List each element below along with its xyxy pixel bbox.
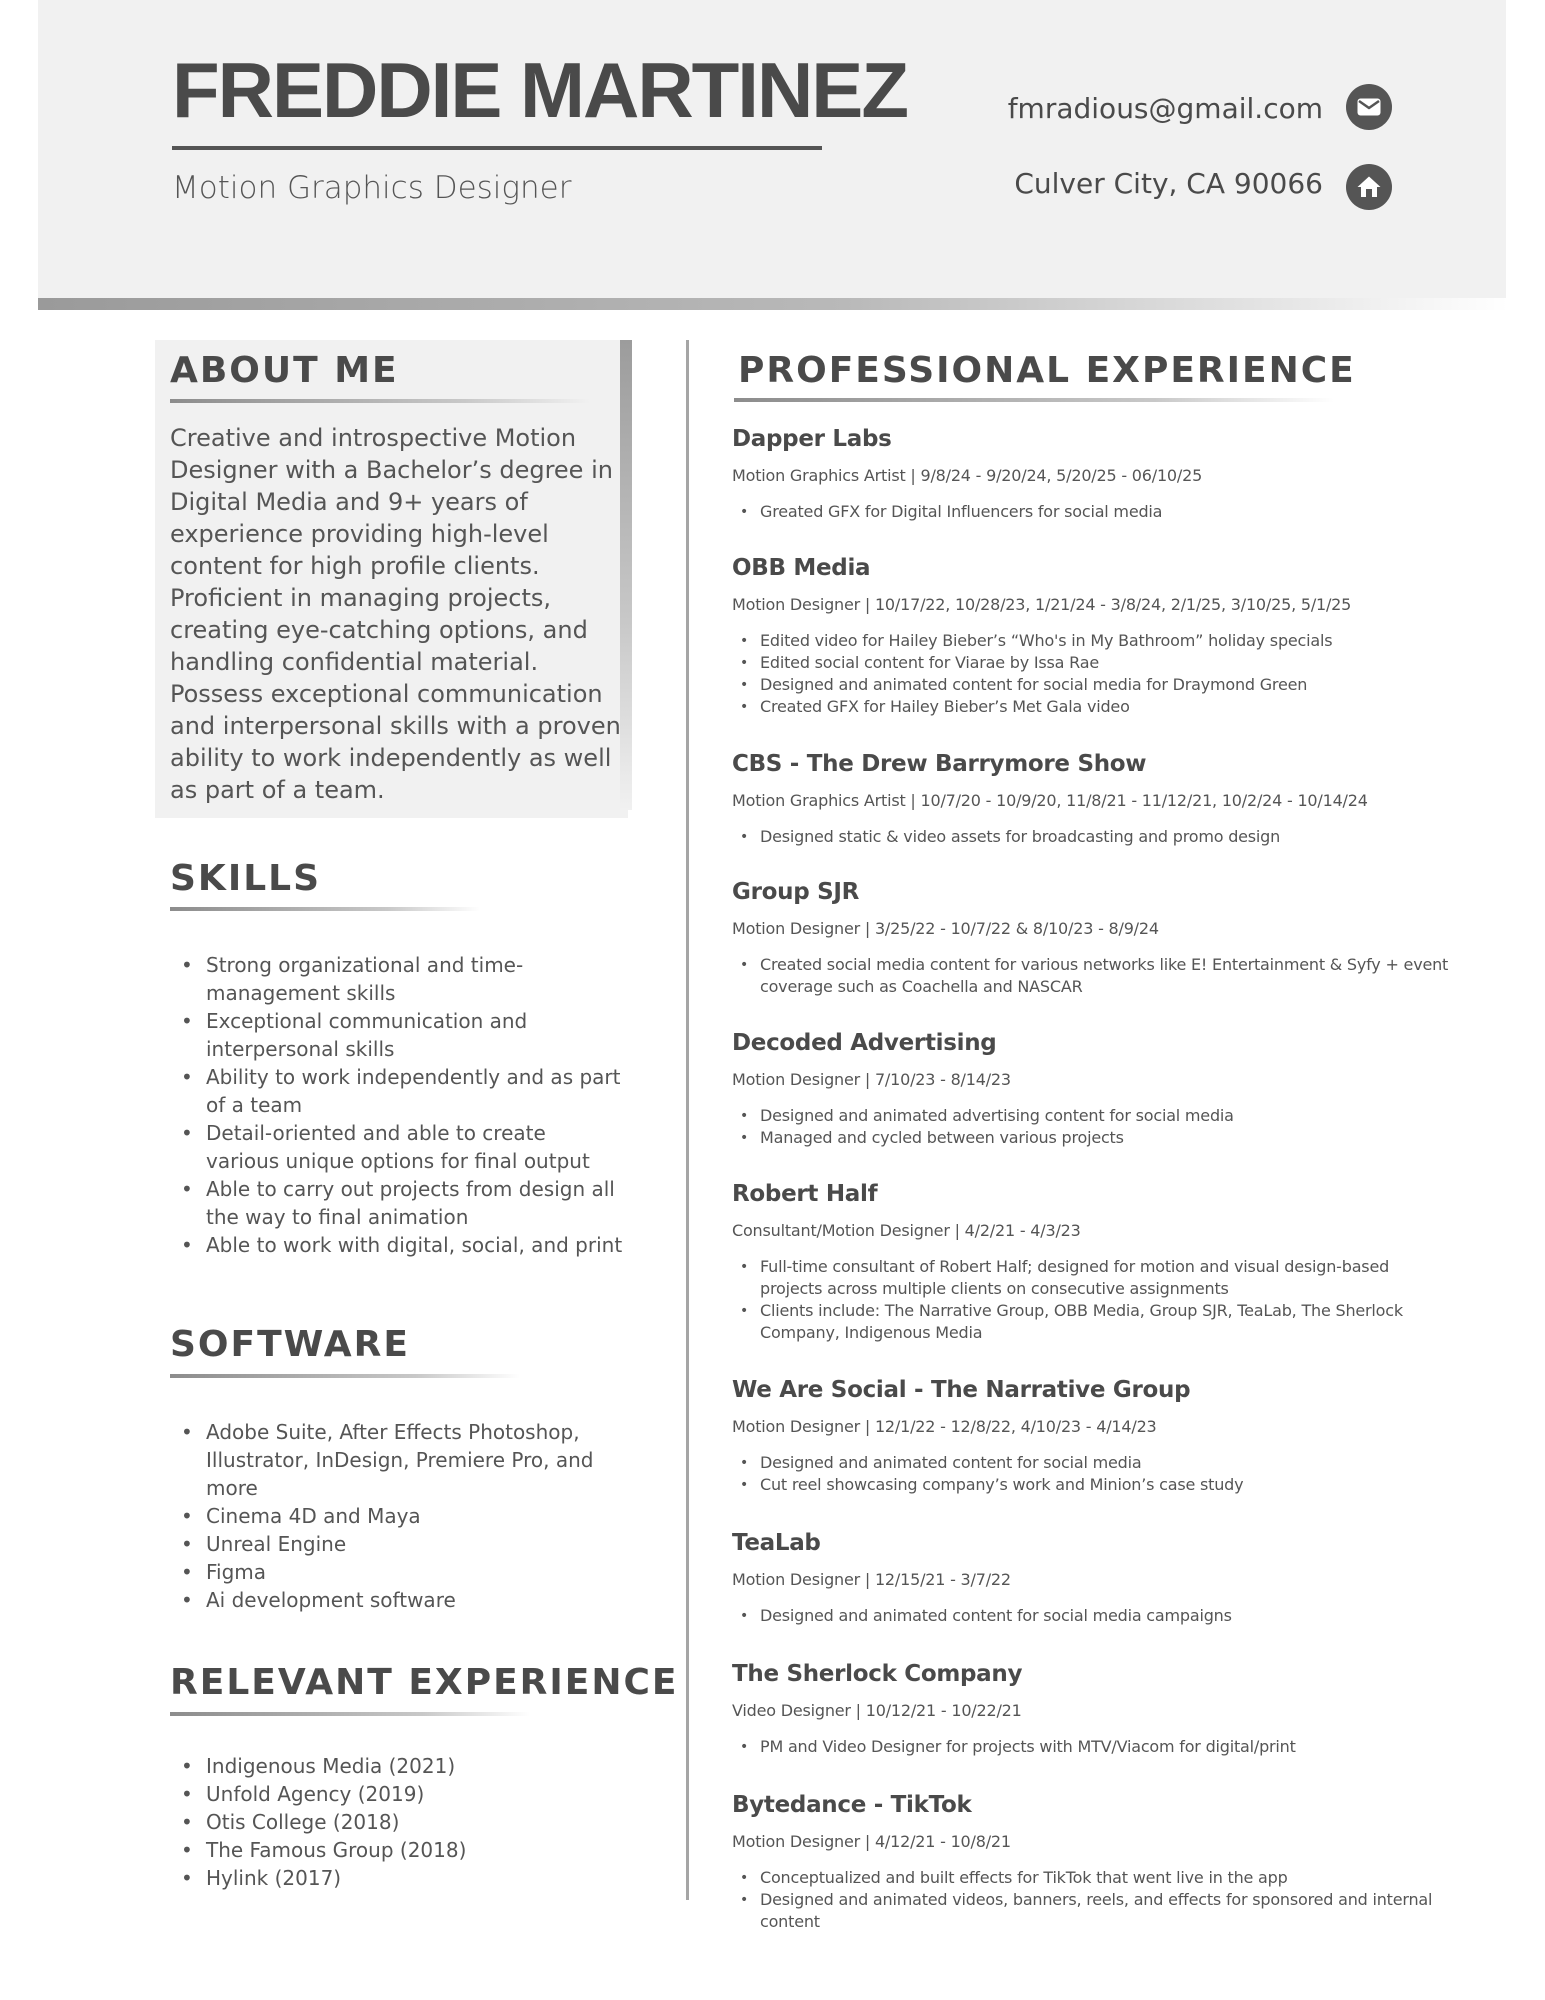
company-name: We Are Social - The Narrative Group xyxy=(732,1377,1191,1403)
job-entry xyxy=(732,751,1452,848)
about-paragraph: Creative and introspective Motion Designer with a Bachelor’s degree in Digital Media and 9+ years of experience providing high-level content for high profile clients. Proficient in managing projects, creating eye-catching options, and handling confidential material. xyxy=(170,424,613,676)
list-item: • Created GFX for Hailey Bieber’s Met Gala video xyxy=(732,696,1452,718)
company-name: Robert Half xyxy=(732,1181,878,1207)
job-bullets xyxy=(732,1105,1452,1149)
job-role-dates: Video Designer | 10/12/21 - 10/22/21 xyxy=(732,1701,1022,1720)
job-entry xyxy=(732,879,1452,998)
relevant-experience-heading: RELEVANT EXPERIENCE xyxy=(170,1662,679,1703)
list-item: • Strong organizational and time-management skills xyxy=(172,951,624,1007)
list-item: • Designed and animated advertising content for social media xyxy=(732,1105,1452,1127)
list-item: • The Famous Group (2018) xyxy=(172,1836,624,1864)
skills-list xyxy=(172,951,624,1259)
job-bullets xyxy=(732,1256,1452,1344)
relevant-experience-underline xyxy=(170,1712,530,1716)
skills-underline xyxy=(170,907,480,911)
job-title: Motion Graphics Designer xyxy=(172,170,572,206)
list-item: • Created social media content for various networks like E! Entertainment & Syfy + event coverage such as Coachella and NASCAR xyxy=(732,954,1452,998)
header-divider-bar xyxy=(38,298,1508,310)
list-item: • Unreal Engine xyxy=(172,1530,624,1558)
list-item: • Indigenous Media (2021) xyxy=(172,1752,624,1780)
company-name: Dapper Labs xyxy=(732,426,892,452)
company-name: Bytedance - TikTok xyxy=(732,1792,972,1818)
list-item: • Adobe Suite, After Effects Photoshop, Illustrator, InDesign, Premiere Pro, and more xyxy=(172,1418,624,1502)
list-item: • Ai development software xyxy=(172,1586,624,1614)
company-name: CBS - The Drew Barrymore Show xyxy=(732,751,1147,777)
job-entry xyxy=(732,1030,1452,1149)
job-entry xyxy=(732,1792,1452,1933)
job-bullets xyxy=(732,954,1452,998)
job-bullets xyxy=(732,630,1452,718)
software-heading: SOFTWARE xyxy=(170,1324,410,1365)
job-bullets xyxy=(732,501,1452,523)
job-entry xyxy=(732,1377,1452,1496)
list-item: • Greated GFX for Digital Influencers for social media xyxy=(732,501,1452,523)
list-item: • Conceptualized and built effects for TikTok that went live in the app xyxy=(732,1867,1452,1889)
list-item: • Managed and cycled between various projects xyxy=(732,1127,1452,1149)
software-underline xyxy=(170,1374,520,1378)
job-entry xyxy=(732,1661,1452,1758)
company-name: The Sherlock Company xyxy=(732,1661,1023,1687)
list-item: • Figma xyxy=(172,1558,624,1586)
envelope-icon xyxy=(1346,84,1392,130)
list-item: • Ability to work independently and as part of a team xyxy=(172,1063,624,1119)
list-item: • Cinema 4D and Maya xyxy=(172,1502,624,1530)
job-role-dates: Motion Designer | 4/12/21 - 10/8/21 xyxy=(732,1832,1011,1851)
list-item: • Designed and animated videos, banners, reels, and effects for sponsored and internal content xyxy=(732,1889,1452,1933)
job-role-dates: Motion Designer | 12/15/21 - 3/7/22 xyxy=(732,1570,1011,1589)
home-icon xyxy=(1346,164,1392,210)
email-address[interactable]: fmradious@gmail.com xyxy=(1007,92,1323,125)
company-name: Group SJR xyxy=(732,879,860,905)
list-item: • Able to carry out projects from design all the way to final animation xyxy=(172,1175,624,1231)
about-paragraph: Possess exceptional communication and interpersonal skills with a proven ability to work independently as well as part of a team. xyxy=(170,680,621,804)
list-item: • Detail-oriented and able to create various unique options for final output xyxy=(172,1119,624,1175)
job-entry xyxy=(732,426,1452,523)
job-entry xyxy=(732,1181,1452,1344)
job-role-dates: Motion Designer | 7/10/23 - 8/14/23 xyxy=(732,1070,1011,1089)
location-text: Culver City, CA 90066 xyxy=(1014,167,1323,200)
about-me-text xyxy=(170,422,625,806)
list-item: • Designed and animated content for social media xyxy=(732,1452,1452,1474)
job-bullets xyxy=(732,1605,1452,1627)
list-item: • Cut reel showcasing company’s work and Minion’s case study xyxy=(732,1474,1452,1496)
list-item: • PM and Video Designer for projects with MTV/Viacom for digital/print xyxy=(732,1736,1452,1758)
name-underline xyxy=(172,146,822,150)
about-me-heading: ABOUT ME xyxy=(170,350,399,391)
job-role-dates: Motion Graphics Artist | 10/7/20 - 10/9/20, 11/8/21 - 11/12/21, 10/2/24 - 10/14/24 xyxy=(732,791,1368,810)
skills-heading: SKILLS xyxy=(170,858,322,899)
company-name: OBB Media xyxy=(732,555,871,581)
job-bullets xyxy=(732,1452,1452,1496)
list-item: • Hylink (2017) xyxy=(172,1864,624,1892)
job-role-dates: Motion Designer | 12/1/22 - 12/8/22, 4/10/23 - 4/14/23 xyxy=(732,1417,1157,1436)
job-bullets xyxy=(732,826,1452,848)
job-entry xyxy=(732,1530,1452,1627)
job-role-dates: Motion Designer | 3/25/22 - 10/7/22 & 8/10/23 - 8/9/24 xyxy=(732,919,1159,938)
relevant-experience-list xyxy=(172,1752,624,1892)
job-role-dates: Motion Graphics Artist | 9/8/24 - 9/20/24, 5/20/25 - 06/10/25 xyxy=(732,466,1203,485)
job-bullets xyxy=(732,1867,1452,1933)
job-entry xyxy=(732,555,1452,718)
list-item: • Edited social content for Viarae by Issa Rae xyxy=(732,652,1452,674)
list-item: • Unfold Agency (2019) xyxy=(172,1780,624,1808)
company-name: TeaLab xyxy=(732,1530,821,1556)
candidate-name: FREDDIE MARTINEZ xyxy=(172,46,907,134)
list-item: • Designed and animated content for social media campaigns xyxy=(732,1605,1452,1627)
software-list xyxy=(172,1418,624,1614)
list-item: • Designed static & video assets for broadcasting and promo design xyxy=(732,826,1452,848)
list-item: • Exceptional communication and interpersonal skills xyxy=(172,1007,624,1063)
list-item: • Full-time consultant of Robert Half; designed for motion and visual design-based projects across multiple clients on consecutive assignments xyxy=(732,1256,1452,1300)
job-role-dates: Motion Designer | 10/17/22, 10/28/23, 1/21/24 - 3/8/24, 2/1/25, 3/10/25, 5/1/25 xyxy=(732,595,1352,614)
column-divider xyxy=(686,340,689,1900)
professional-experience-underline xyxy=(734,398,1334,402)
about-me-underline xyxy=(170,399,590,403)
list-item: • Edited video for Hailey Bieber’s “Who's in My Bathroom” holiday specials xyxy=(732,630,1452,652)
professional-experience-heading: PROFESSIONAL EXPERIENCE xyxy=(738,350,1356,391)
list-item: • Otis College (2018) xyxy=(172,1808,624,1836)
list-item: • Clients include: The Narrative Group, OBB Media, Group SJR, TeaLab, The Sherlock Company, Indigenous Media xyxy=(732,1300,1452,1344)
list-item: • Designed and animated content for social media for Draymond Green xyxy=(732,674,1452,696)
list-item: • Able to work with digital, social, and print xyxy=(172,1231,624,1259)
job-role-dates: Consultant/Motion Designer | 4/2/21 - 4/3/23 xyxy=(732,1221,1081,1240)
company-name: Decoded Advertising xyxy=(732,1030,997,1056)
job-bullets xyxy=(732,1736,1452,1758)
